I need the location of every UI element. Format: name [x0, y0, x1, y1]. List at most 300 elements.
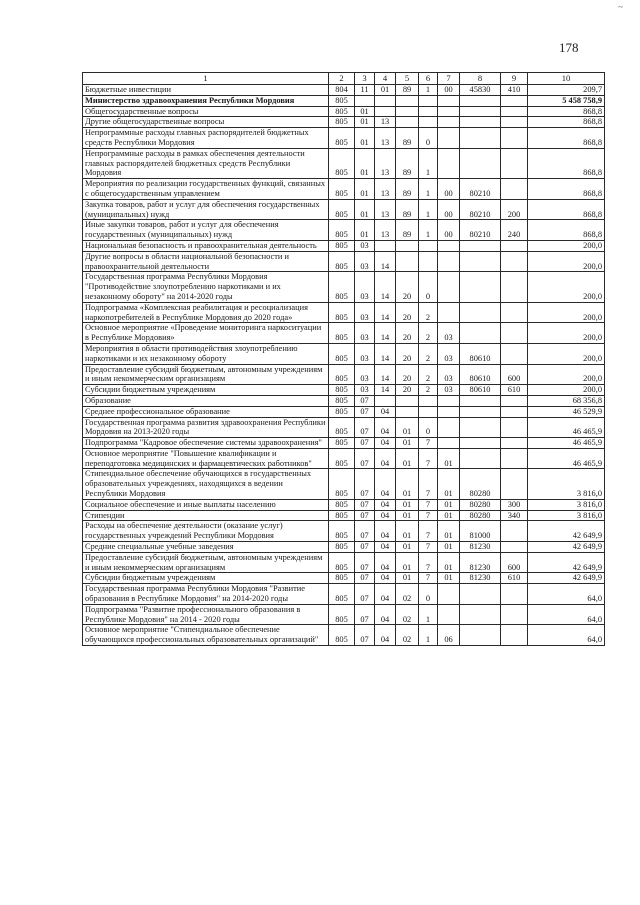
expense-direction-cell: 81230: [460, 552, 501, 573]
amount-cell: 3 816,0: [528, 510, 605, 521]
subsection-code-cell: 04: [375, 448, 396, 469]
program-code-cell: 89: [396, 220, 419, 241]
subprogram-code-cell: 1: [419, 199, 438, 220]
expense-type-cell: [501, 251, 528, 272]
table-row: [83, 323, 605, 344]
program-code-cell: 01: [396, 542, 419, 553]
section-code-cell: 07: [355, 625, 375, 646]
program-code-cell: 89: [396, 199, 419, 220]
subsection-code-cell: 04: [375, 573, 396, 584]
table-row: [83, 448, 605, 469]
activity-code-cell: [438, 302, 460, 323]
expense-direction-cell: [460, 148, 501, 178]
subsection-code-cell: [375, 106, 396, 117]
subsection-code-cell: [375, 395, 396, 406]
expense-direction-cell: [460, 95, 501, 106]
program-code-cell: 02: [396, 604, 419, 625]
section-code-cell: 07: [355, 510, 375, 521]
item-name-cell: Основное мероприятие "Стипендиальное обеспечение обучающихся профессиональных образовательных организаций": [83, 625, 329, 646]
program-code-cell: 02: [396, 584, 419, 605]
header-cell: 7: [438, 73, 460, 85]
expense-direction-cell: [460, 106, 501, 117]
item-name-cell: Другие общегосударственные вопросы: [83, 117, 329, 128]
amount-cell: 200,0: [528, 364, 605, 385]
subsection-code-cell: 13: [375, 128, 396, 149]
subprogram-code-cell: 7: [419, 573, 438, 584]
subsection-code-cell: [375, 95, 396, 106]
program-code-cell: [396, 240, 419, 251]
header-cell: 8: [460, 73, 501, 85]
expense-type-cell: 610: [501, 573, 528, 584]
subprogram-code-cell: 2: [419, 343, 438, 364]
item-name-cell: Государственная программа развития здравоохранения Республики Мордовия на 2013-2020 годы: [83, 417, 329, 438]
program-code-cell: 01: [396, 552, 419, 573]
program-code-cell: [396, 406, 419, 417]
table-row: [83, 220, 605, 241]
subprogram-code-cell: 1: [419, 604, 438, 625]
activity-code-cell: 00: [438, 220, 460, 241]
expense-direction-cell: [460, 251, 501, 272]
table-row: [83, 469, 605, 499]
expense-direction-cell: [460, 625, 501, 646]
ministry-code-cell: 805: [329, 364, 355, 385]
expense-type-cell: [501, 417, 528, 438]
expense-direction-cell: 80280: [460, 499, 501, 510]
ministry-code-cell: 805: [329, 385, 355, 396]
program-code-cell: 89: [396, 179, 419, 200]
subprogram-code-cell: 1: [419, 179, 438, 200]
ministry-code-cell: 805: [329, 499, 355, 510]
section-code-cell: 07: [355, 521, 375, 542]
subsection-code-cell: 14: [375, 343, 396, 364]
program-code-cell: 01: [396, 499, 419, 510]
table-row: [83, 438, 605, 449]
header-row: [83, 73, 605, 85]
expense-type-cell: [501, 106, 528, 117]
header-cell: 5: [396, 73, 419, 85]
expense-direction-cell: [460, 448, 501, 469]
section-code-cell: 01: [355, 148, 375, 178]
expense-direction-cell: [460, 584, 501, 605]
activity-code-cell: 00: [438, 85, 460, 96]
section-code-cell: 01: [355, 106, 375, 117]
activity-code-cell: [438, 251, 460, 272]
subprogram-code-cell: [419, 117, 438, 128]
expense-direction-cell: 80610: [460, 364, 501, 385]
subsection-code-cell: 04: [375, 584, 396, 605]
expense-direction-cell: [460, 417, 501, 438]
amount-cell: 209,7: [528, 85, 605, 96]
activity-code-cell: 00: [438, 179, 460, 200]
table-row: [83, 385, 605, 396]
program-code-cell: 01: [396, 438, 419, 449]
amount-cell: 200,0: [528, 240, 605, 251]
subprogram-code-cell: 7: [419, 499, 438, 510]
expense-type-cell: 240: [501, 220, 528, 241]
amount-cell: 64,0: [528, 604, 605, 625]
section-code-cell: 07: [355, 584, 375, 605]
subprogram-code-cell: 0: [419, 417, 438, 438]
section-code-cell: 03: [355, 251, 375, 272]
amount-cell: 46 465,9: [528, 417, 605, 438]
subsection-code-cell: 04: [375, 521, 396, 542]
item-name-cell: Основное мероприятие «Проведение мониторинга наркоситуации в Республике Мордовия»: [83, 323, 329, 344]
subprogram-code-cell: 7: [419, 552, 438, 573]
subsection-code-cell: 04: [375, 510, 396, 521]
item-name-cell: Основное мероприятие "Повышение квалификации и переподготовка медицинских и фармацевтических работников": [83, 448, 329, 469]
subsection-code-cell: 13: [375, 179, 396, 200]
expense-direction-cell: 45830: [460, 85, 501, 96]
subprogram-code-cell: 7: [419, 521, 438, 542]
table-row: [83, 584, 605, 605]
expense-type-cell: [501, 542, 528, 553]
item-name-cell: Непрограммные расходы главных распорядителей бюджетных средств Республики Мордовия: [83, 128, 329, 149]
table-row: [83, 542, 605, 553]
table-row: [83, 85, 605, 96]
subsection-code-cell: 13: [375, 199, 396, 220]
item-name-cell: Иные закупки товаров, работ и услуг для обеспечения государственных (муниципальных) нужд: [83, 220, 329, 241]
subsection-code-cell: 04: [375, 542, 396, 553]
subprogram-code-cell: 7: [419, 469, 438, 499]
activity-code-cell: 01: [438, 552, 460, 573]
expense-type-cell: [501, 95, 528, 106]
expense-type-cell: 410: [501, 85, 528, 96]
ministry-code-cell: 805: [329, 117, 355, 128]
program-code-cell: 01: [396, 417, 419, 438]
table-header: [83, 73, 605, 85]
item-name-cell: Подпрограмма «Комплексная реабилитация и ресоциализация наркопотребителей в Республике Мордовия до 2020 года»: [83, 302, 329, 323]
item-name-cell: Расходы на обеспечение деятельности (оказание услуг) государственных учреждений Республики Мордовия: [83, 521, 329, 542]
table-row: [83, 552, 605, 573]
ministry-code-cell: 805: [329, 469, 355, 499]
activity-code-cell: 03: [438, 343, 460, 364]
expense-direction-cell: 81230: [460, 542, 501, 553]
header-cell: 1: [83, 73, 329, 85]
item-name-cell: Подпрограмма "Развитие профессионального образования в Республике Мордовия" на 2014 - 2020 годы: [83, 604, 329, 625]
activity-code-cell: 03: [438, 364, 460, 385]
item-name-cell: Предоставление субсидий бюджетным, автономным учреждениям и иным некоммерческим организациям: [83, 552, 329, 573]
amount-cell: 3 816,0: [528, 499, 605, 510]
ministry-code-cell: 805: [329, 272, 355, 302]
ministry-code-cell: 805: [329, 625, 355, 646]
activity-code-cell: 06: [438, 625, 460, 646]
ministry-code-cell: 805: [329, 573, 355, 584]
expense-direction-cell: [460, 406, 501, 417]
header-cell: 4: [375, 73, 396, 85]
ministry-code-cell: 805: [329, 148, 355, 178]
amount-cell: 42 649,9: [528, 552, 605, 573]
ministry-code-cell: 805: [329, 552, 355, 573]
ministry-code-cell: 805: [329, 240, 355, 251]
subsection-code-cell: 04: [375, 406, 396, 417]
item-name-cell: Подпрограмма "Кадровое обеспечение системы здравоохранения": [83, 438, 329, 449]
amount-cell: 868,8: [528, 199, 605, 220]
activity-code-cell: 01: [438, 448, 460, 469]
ministry-code-cell: 805: [329, 95, 355, 106]
item-name-cell: Закупка товаров, работ и услуг для обеспечения государственных (муниципальных) нужд: [83, 199, 329, 220]
item-name-cell: Мероприятия в области противодействия злоупотреблению наркотиками и их незаконному обороту: [83, 343, 329, 364]
table-row: [83, 510, 605, 521]
section-code-cell: 01: [355, 117, 375, 128]
ministry-code-cell: 805: [329, 584, 355, 605]
amount-cell: 42 649,9: [528, 573, 605, 584]
expense-direction-cell: [460, 272, 501, 302]
program-code-cell: 20: [396, 323, 419, 344]
ministry-code-cell: 805: [329, 128, 355, 149]
section-code-cell: 01: [355, 179, 375, 200]
expense-direction-cell: 80210: [460, 199, 501, 220]
activity-code-cell: [438, 106, 460, 117]
ministry-code-cell: 804: [329, 85, 355, 96]
expense-type-cell: [501, 521, 528, 542]
expense-type-cell: [501, 323, 528, 344]
amount-cell: 868,8: [528, 179, 605, 200]
activity-code-cell: [438, 128, 460, 149]
amount-cell: 200,0: [528, 343, 605, 364]
subprogram-code-cell: 7: [419, 448, 438, 469]
expense-direction-cell: [460, 302, 501, 323]
subsection-code-cell: 04: [375, 469, 396, 499]
program-code-cell: 89: [396, 128, 419, 149]
subprogram-code-cell: [419, 395, 438, 406]
section-code-cell: 07: [355, 417, 375, 438]
ministry-code-cell: 805: [329, 251, 355, 272]
program-code-cell: 01: [396, 521, 419, 542]
activity-code-cell: [438, 95, 460, 106]
item-name-cell: Среднее профессиональное образование: [83, 406, 329, 417]
expense-type-cell: 600: [501, 364, 528, 385]
amount-cell: 68 356,8: [528, 395, 605, 406]
ministry-code-cell: 805: [329, 179, 355, 200]
amount-cell: 42 649,9: [528, 521, 605, 542]
program-code-cell: 01: [396, 510, 419, 521]
expense-type-cell: [501, 438, 528, 449]
program-code-cell: 89: [396, 85, 419, 96]
item-name-cell: Министерство здравоохранения Республики Мордовия: [83, 95, 329, 106]
expense-type-cell: [501, 302, 528, 323]
program-code-cell: 02: [396, 625, 419, 646]
subprogram-code-cell: 0: [419, 128, 438, 149]
ministry-code-cell: 805: [329, 406, 355, 417]
activity-code-cell: 03: [438, 323, 460, 344]
table-row: [83, 604, 605, 625]
table-row: [83, 199, 605, 220]
expense-direction-cell: [460, 117, 501, 128]
activity-code-cell: [438, 604, 460, 625]
subsection-code-cell: 04: [375, 417, 396, 438]
section-code-cell: 07: [355, 395, 375, 406]
ministry-code-cell: 805: [329, 604, 355, 625]
program-code-cell: 89: [396, 148, 419, 178]
ministry-code-cell: 805: [329, 343, 355, 364]
ministry-code-cell: 805: [329, 521, 355, 542]
item-name-cell: Государственная программа Республики Мордовия "Противодействие злоупотреблению наркотиками и их незаконному обороту" на 2014-2020 годы: [83, 272, 329, 302]
amount-cell: 868,8: [528, 117, 605, 128]
table-row: [83, 499, 605, 510]
table-row: [83, 106, 605, 117]
subsection-code-cell: [375, 240, 396, 251]
subprogram-code-cell: 2: [419, 323, 438, 344]
expense-direction-cell: 80210: [460, 179, 501, 200]
item-name-cell: Национальная безопасность и правоохранительная деятельность: [83, 240, 329, 251]
item-name-cell: Общегосударственные вопросы: [83, 106, 329, 117]
table-row: [83, 302, 605, 323]
table-row: [83, 364, 605, 385]
item-name-cell: Субсидии бюджетным учреждениям: [83, 573, 329, 584]
header-cell: 6: [419, 73, 438, 85]
expense-direction-cell: 80210: [460, 220, 501, 241]
section-code-cell: [355, 95, 375, 106]
subsection-code-cell: 14: [375, 385, 396, 396]
ministry-code-cell: 805: [329, 323, 355, 344]
expense-type-cell: [501, 343, 528, 364]
program-code-cell: [396, 106, 419, 117]
amount-cell: 64,0: [528, 625, 605, 646]
expense-type-cell: [501, 117, 528, 128]
activity-code-cell: [438, 417, 460, 438]
subprogram-code-cell: 2: [419, 302, 438, 323]
amount-cell: 64,0: [528, 584, 605, 605]
program-code-cell: [396, 251, 419, 272]
section-code-cell: 07: [355, 499, 375, 510]
ministry-code-cell: 805: [329, 510, 355, 521]
subsection-code-cell: 04: [375, 625, 396, 646]
ministry-code-cell: 805: [329, 199, 355, 220]
amount-cell: 868,8: [528, 148, 605, 178]
subprogram-code-cell: 2: [419, 364, 438, 385]
amount-cell: 3 816,0: [528, 469, 605, 499]
expense-direction-cell: [460, 438, 501, 449]
table-row: [83, 417, 605, 438]
expense-type-cell: [501, 469, 528, 499]
activity-code-cell: [438, 117, 460, 128]
subsection-code-cell: 04: [375, 552, 396, 573]
activity-code-cell: [438, 272, 460, 302]
expense-direction-cell: 80610: [460, 343, 501, 364]
section-code-cell: 01: [355, 128, 375, 149]
table-row: [83, 573, 605, 584]
item-name-cell: Предоставление субсидий бюджетным, автономным учреждениям и иным некоммерческим организациям: [83, 364, 329, 385]
amount-cell: 868,8: [528, 220, 605, 241]
program-code-cell: [396, 395, 419, 406]
section-code-cell: 03: [355, 240, 375, 251]
expense-type-cell: 200: [501, 199, 528, 220]
expense-direction-cell: [460, 240, 501, 251]
subsection-code-cell: 14: [375, 251, 396, 272]
table-row: [83, 128, 605, 149]
expense-type-cell: [501, 406, 528, 417]
section-code-cell: 07: [355, 604, 375, 625]
subprogram-code-cell: [419, 240, 438, 251]
section-code-cell: 07: [355, 542, 375, 553]
subprogram-code-cell: 2: [419, 385, 438, 396]
amount-cell: 200,0: [528, 251, 605, 272]
section-code-cell: 01: [355, 220, 375, 241]
section-code-cell: 03: [355, 302, 375, 323]
activity-code-cell: 01: [438, 573, 460, 584]
program-code-cell: 20: [396, 343, 419, 364]
program-code-cell: [396, 95, 419, 106]
section-code-cell: 07: [355, 448, 375, 469]
table-row: [83, 179, 605, 200]
ministry-code-cell: 805: [329, 438, 355, 449]
table-row: [83, 343, 605, 364]
amount-cell: 46 465,9: [528, 448, 605, 469]
item-name-cell: Образование: [83, 395, 329, 406]
subsection-code-cell: 14: [375, 272, 396, 302]
section-code-cell: 03: [355, 364, 375, 385]
expense-type-cell: [501, 148, 528, 178]
table-row: [83, 95, 605, 106]
expense-type-cell: [501, 395, 528, 406]
subsection-code-cell: 04: [375, 438, 396, 449]
expense-type-cell: 300: [501, 499, 528, 510]
subprogram-code-cell: 7: [419, 510, 438, 521]
subsection-code-cell: 01: [375, 85, 396, 96]
item-name-cell: Государственная программа Республики Мордовия "Развитие образования в Республике Мордовия" на 2014-2020 годы: [83, 584, 329, 605]
activity-code-cell: [438, 148, 460, 178]
header-cell: 2: [329, 73, 355, 85]
expense-direction-cell: [460, 604, 501, 625]
subprogram-code-cell: 7: [419, 438, 438, 449]
section-code-cell: 07: [355, 438, 375, 449]
amount-cell: 42 649,9: [528, 542, 605, 553]
subprogram-code-cell: 7: [419, 542, 438, 553]
subsection-code-cell: 14: [375, 323, 396, 344]
item-name-cell: Стипендии: [83, 510, 329, 521]
subsection-code-cell: 13: [375, 220, 396, 241]
expense-direction-cell: [460, 323, 501, 344]
subsection-code-cell: 04: [375, 604, 396, 625]
section-code-cell: 07: [355, 406, 375, 417]
subprogram-code-cell: 0: [419, 272, 438, 302]
table-row: [83, 625, 605, 646]
program-code-cell: [396, 117, 419, 128]
ministry-code-cell: 805: [329, 302, 355, 323]
ministry-code-cell: 805: [329, 220, 355, 241]
budget-table: [82, 72, 605, 646]
expense-direction-cell: 80610: [460, 385, 501, 396]
expense-type-cell: [501, 625, 528, 646]
expense-type-cell: [501, 448, 528, 469]
expense-direction-cell: 81000: [460, 521, 501, 542]
subprogram-code-cell: 1: [419, 625, 438, 646]
expense-type-cell: [501, 179, 528, 200]
program-code-cell: 20: [396, 364, 419, 385]
section-code-cell: 03: [355, 343, 375, 364]
section-code-cell: 03: [355, 385, 375, 396]
section-code-cell: 03: [355, 272, 375, 302]
expense-type-cell: [501, 604, 528, 625]
table-row: [83, 395, 605, 406]
table-row: [83, 406, 605, 417]
subsection-code-cell: 04: [375, 499, 396, 510]
activity-code-cell: 01: [438, 469, 460, 499]
activity-code-cell: 01: [438, 510, 460, 521]
table-row: [83, 521, 605, 542]
table-row: [83, 251, 605, 272]
activity-code-cell: [438, 240, 460, 251]
expense-type-cell: [501, 240, 528, 251]
expense-type-cell: [501, 128, 528, 149]
ministry-code-cell: 805: [329, 448, 355, 469]
amount-cell: 200,0: [528, 302, 605, 323]
table-row: [83, 240, 605, 251]
program-code-cell: 20: [396, 272, 419, 302]
amount-cell: 868,8: [528, 128, 605, 149]
section-code-cell: 07: [355, 469, 375, 499]
ministry-code-cell: 805: [329, 106, 355, 117]
